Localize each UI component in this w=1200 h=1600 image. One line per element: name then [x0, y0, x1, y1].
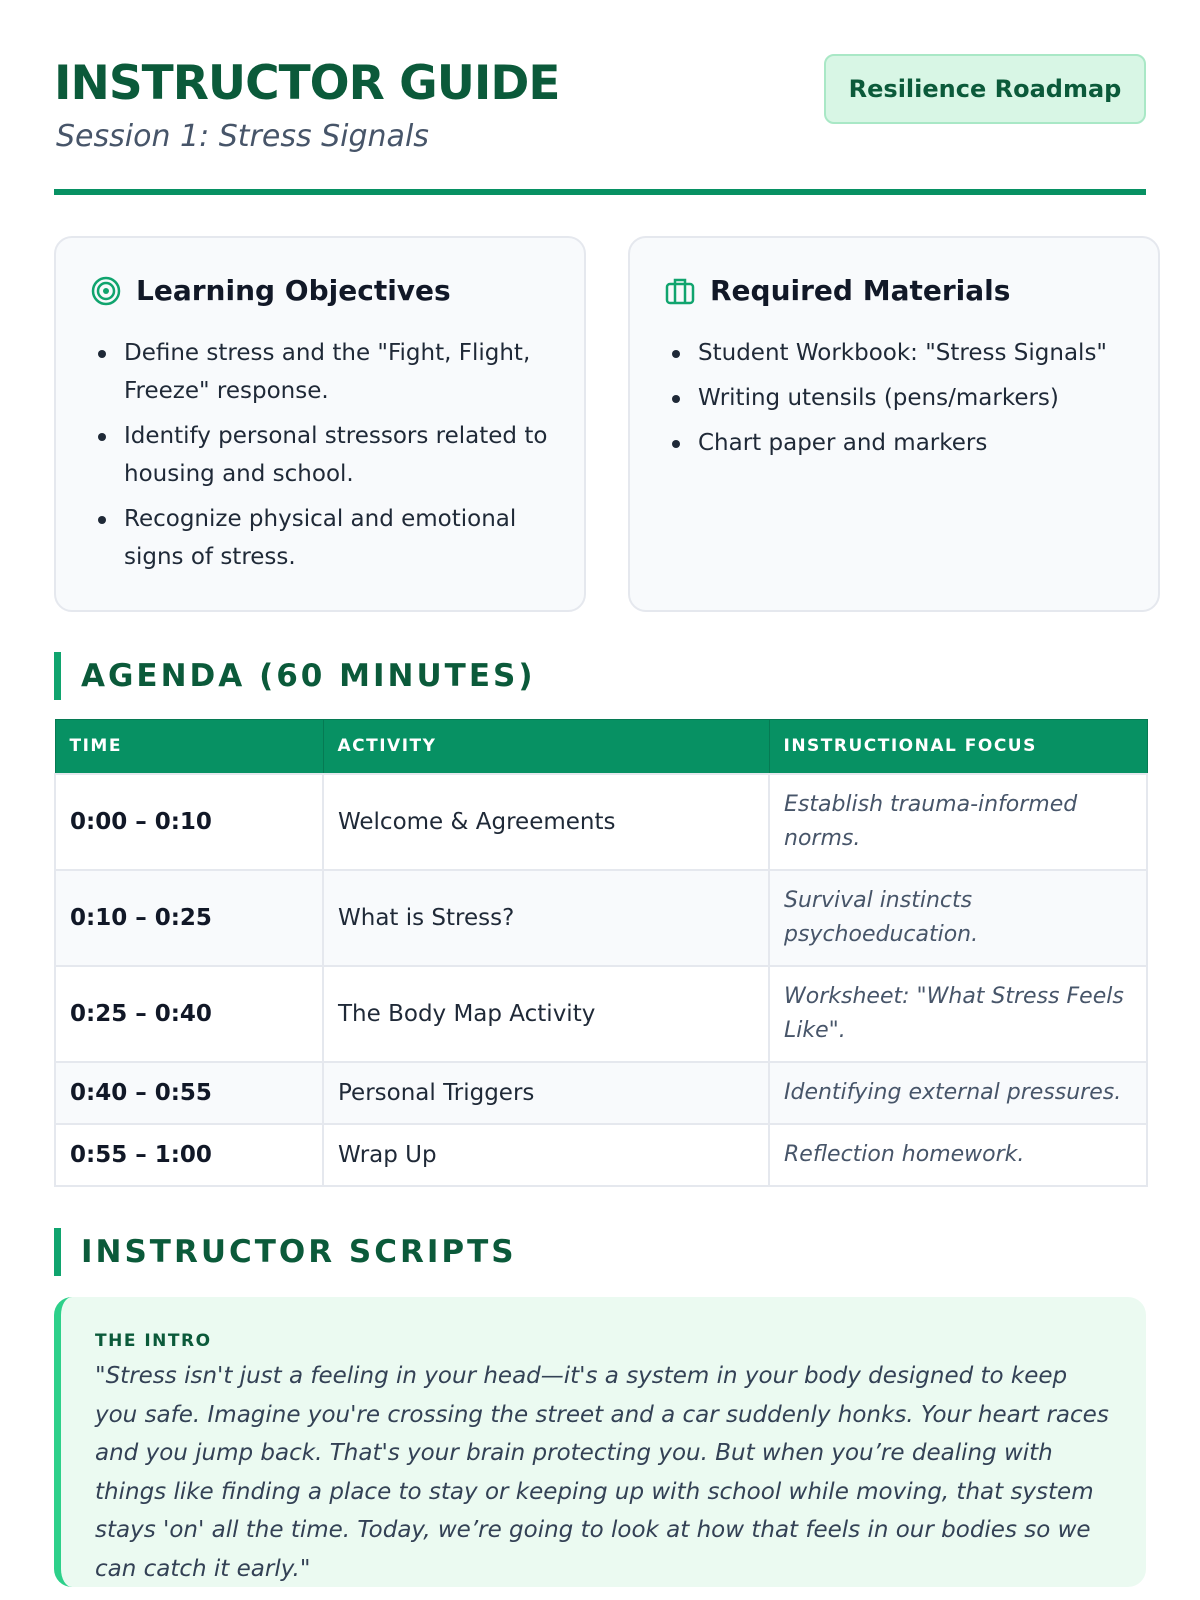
- column-header-time: TIME: [55, 720, 323, 774]
- focus-cell: Survival instincts psychoeducation.: [769, 870, 1147, 966]
- focus-cell: Reflection homework.: [769, 1124, 1147, 1186]
- target-icon: [90, 275, 122, 307]
- focus-cell: Worksheet: "What Stress Feels Like".: [769, 966, 1147, 1062]
- activity-cell: Personal Triggers: [323, 1062, 769, 1124]
- objectives-title: Learning Objectives: [136, 274, 451, 307]
- activity-cell: The Body Map Activity: [323, 966, 769, 1062]
- column-header-focus: INSTRUCTIONAL FOCUS: [769, 720, 1147, 774]
- material-item: Student Workbook: "Stress Signals": [664, 334, 1130, 372]
- page-title: INSTRUCTOR GUIDE: [54, 56, 560, 111]
- required-materials-card: [628, 236, 1160, 612]
- column-header-activity: ACTIVITY: [323, 720, 769, 774]
- materials-list: [664, 334, 1130, 469]
- table-row: [55, 966, 1147, 1062]
- objective-item: Identify personal stressors related to housing and school.: [90, 417, 556, 493]
- objectives-list: [90, 334, 556, 583]
- table-row: [55, 774, 1147, 870]
- briefcase-icon: [664, 275, 696, 307]
- material-item: Writing utensils (pens/markers): [664, 379, 1130, 417]
- time-cell: 0:10 – 0:25: [55, 870, 323, 966]
- document-header: [54, 54, 1146, 194]
- objective-item: Define stress and the "Fight, Flight, Freeze" response.: [90, 334, 556, 410]
- focus-cell: Identifying external pressures.: [769, 1062, 1147, 1124]
- session-subtitle: Session 1: Stress Signals: [56, 119, 429, 154]
- activity-cell: Wrap Up: [323, 1124, 769, 1186]
- header-divider: [54, 189, 1146, 195]
- materials-header: [664, 274, 1010, 307]
- objectives-header: [90, 274, 451, 307]
- agenda-table: [54, 719, 1148, 1187]
- program-badge: Resilience Roadmap: [824, 54, 1146, 124]
- time-cell: 0:55 – 1:00: [55, 1124, 323, 1186]
- table-row: [55, 870, 1147, 966]
- focus-cell: Establish trauma-informed norms.: [769, 774, 1147, 870]
- script-text: "Stress isn't just a feeling in your head—it's a system in your body designed to keep you safe. Imagine you're crossing the street and a car suddenly honks. Your heart races and you jump back. That's your brain protecting you. But when you’re dealing with things like finding a place to stay or keeping up with school while moving, that system stays 'on' all the time. Today, we’re going to look at how that feels in our bodies so we can catch it early.": [95, 1363, 1109, 1582]
- time-cell: 0:00 – 0:10: [55, 774, 323, 870]
- table-row: [55, 1124, 1147, 1186]
- objective-item: Recognize physical and emotional signs of stress.: [90, 500, 556, 576]
- materials-title: Required Materials: [710, 274, 1011, 307]
- scripts-heading: INSTRUCTOR SCRIPTS: [54, 1228, 754, 1276]
- material-item: Chart paper and markers: [664, 424, 1130, 462]
- script-label: THE INTRO: [95, 1331, 212, 1351]
- agenda-heading: AGENDA (60 MINUTES): [54, 652, 754, 700]
- activity-cell: Welcome & Agreements: [323, 774, 769, 870]
- table-header-row: [55, 720, 1147, 774]
- table-row: [55, 1062, 1147, 1124]
- time-cell: 0:40 – 0:55: [55, 1062, 323, 1124]
- time-cell: 0:25 – 0:40: [55, 966, 323, 1062]
- intro-script-box: [54, 1297, 1146, 1587]
- activity-cell: What is Stress?: [323, 870, 769, 966]
- learning-objectives-card: [54, 236, 586, 612]
